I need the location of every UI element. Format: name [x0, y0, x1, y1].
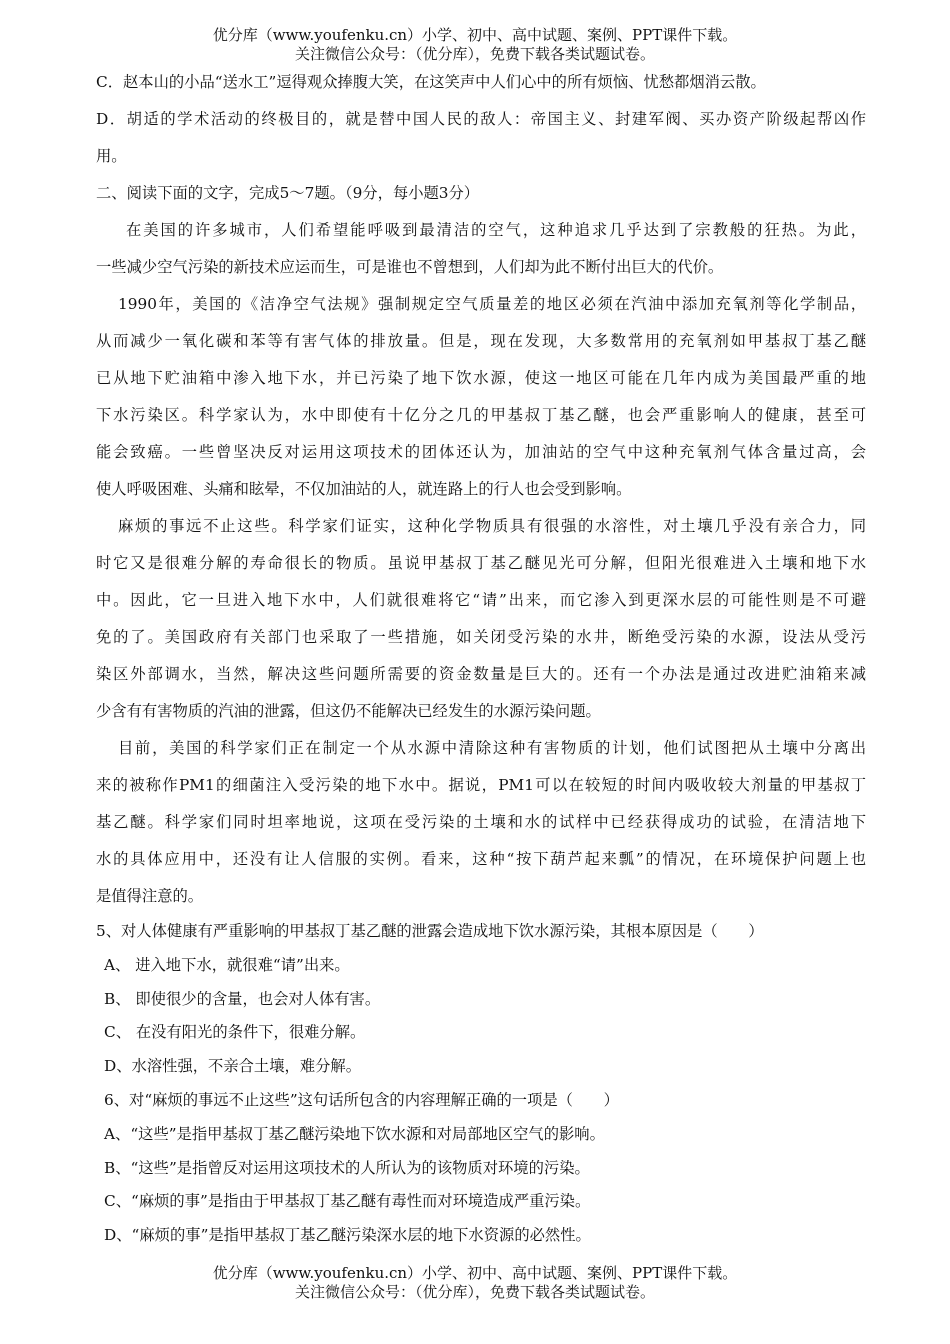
header-line-1: 优分库（www.youfenku.cn）小学、初中、高中试题、案例、PPT课件下载。 [212, 26, 738, 44]
passage-paragraph-1 [96, 212, 866, 286]
passage-line: 来的被称作PM1的细菌注入受污染的地下水中。据说，PM1可以在较短的时间内吸收较大剂量的甲基叔丁 [96, 776, 866, 794]
passage-line: 1990年，美国的《洁净空气法规》强制规定空气质量差的地区必须在汽油中添加充氧剂等化学制品， [118, 295, 866, 313]
question-6-option-b: B、“这些”是指曾反对运用这项技术的人所认为的该物质对环境的污染。 [104, 1158, 590, 1177]
passage-line: 染区外部调水，当然，解决这些问题所需要的资金数量是巨大的。还有一个办法是通过改进贮油箱来减 [96, 665, 866, 683]
passage-paragraph-4 [96, 730, 866, 915]
question-5-option-d: D、水溶性强，不亲合土壤，难分解。 [104, 1057, 362, 1076]
passage-line: 是值得注意的。 [96, 887, 204, 905]
question-5-option-a: A、 进入地下水，就很难“请”出来。 [104, 955, 350, 974]
passage-line: 使人呼吸困难、头痛和眩晕，不仅加油站的人，就连路上的行人也会受到影响。 [96, 480, 632, 498]
option-d-prev-line2: 用。 [96, 147, 127, 165]
passage-line: 麻烦的事远不止这些。科学家们证实，这种化学物质具有很强的水溶性，对土壤几乎没有亲合力，同 [118, 517, 866, 535]
passage-line: 一些减少空气污染的新技术应运而生，可是谁也不曾想到，人们却为此不断付出巨大的代价。 [96, 258, 724, 276]
document-body [96, 64, 866, 1253]
passage-line: 在美国的许多城市，人们希望能呼吸到最清洁的空气，这种追求几乎达到了宗教般的狂热。为此， [126, 221, 866, 239]
question-5-stem: 5、对人体健康有严重影响的甲基叔丁基乙醚的泄露会造成地下饮水源污染，其根本原因是（ ） [96, 922, 764, 940]
option-c-prev: C．赵本山的小品“送水工”逗得观众捧腹大笑，在这笑声中人们心中的所有烦恼、忧愁都烟消云散。 [96, 73, 766, 91]
passage-line: 时它又是很难分解的寿命很长的物质。虽说甲基叔丁基乙醚见光可分解，但阳光很难进入土壤和地下水 [96, 554, 866, 572]
question-5 [96, 915, 866, 1084]
question-6 [96, 1084, 866, 1253]
passage-line: 从而减少一氧化碳和苯等有害气体的排放量。但是，现在发现，大多数常用的充氧剂如甲基叔丁基乙醚 [96, 332, 866, 350]
passage-line: 目前，美国的科学家们正在制定一个从水源中清除这种有害物质的计划，他们试图把从土壤中分离出 [118, 739, 866, 757]
question-6-stem: 6、对“麻烦的事远不止这些”这句话所包含的内容理解正确的一项是（ ） [104, 1090, 619, 1109]
page-header [0, 26, 950, 64]
passage-line: 下水污染区。科学家认为，水中即使有十亿分之几的甲基叔丁基乙醚，也会严重影响人的健康，甚至可 [96, 406, 866, 424]
page-footer [0, 1264, 950, 1302]
passage-line: 水的具体应用中，还没有让人信服的实例。看来，这种“按下葫芦起来瓢”的情况，在环境保护问题上也 [96, 850, 866, 868]
passage-line: 少含有有害物质的汽油的泄露，但这仍不能解决已经发生的水源污染问题。 [96, 702, 601, 720]
header-line-2: 关注微信公众号：（优分库），免费下载各类试题试卷。 [294, 45, 655, 63]
question-5-option-b: B、 即使很少的含量，也会对人体有害。 [104, 989, 381, 1008]
passage-line: 能会致癌。一些曾坚决反对运用这项技术的团体还认为，加油站的空气中这种充氧剂气体含量过高，会 [96, 443, 866, 461]
question-6-option-d: D、“麻烦的事”是指甲基叔丁基乙醚污染深水层的地下水资源的必然性。 [104, 1226, 591, 1245]
option-d-prev-line1: D．胡适的学术活动的终极目的，就是替中国人民的敌人：帝国主义、封建军阀、买办资产阶级起帮凶作 [96, 110, 866, 128]
footer-line-1: 优分库（www.youfenku.cn）小学、初中、高中试题、案例、PPT课件下载。 [212, 1264, 738, 1282]
question-6-option-c: C、“麻烦的事”是指由于甲基叔丁基乙醚有毒性而对环境造成严重污染。 [104, 1192, 591, 1211]
passage-line: 已从地下贮油箱中渗入地下水，并已污染了地下饮水源，使这一地区可能在几年内成为美国最严重的地 [96, 369, 866, 387]
passage-paragraph-2 [96, 286, 866, 508]
passage-line: 中。因此，它一旦进入地下水中，人们就很难将它“请”出来，而它渗入到更深水层的可能性则是不可避 [96, 591, 866, 609]
passage-paragraph-3 [96, 508, 866, 730]
passage-line: 免的了。美国政府有关部门也采取了一些措施，如关闭受污染的水井，断绝受污染的水源，设法从受污 [96, 628, 866, 646]
footer-line-2: 关注微信公众号：（优分库），免费下载各类试题试卷。 [294, 1283, 655, 1301]
question-5-option-c: C、 在没有阳光的条件下，很难分解。 [104, 1023, 366, 1042]
section-title: 二、阅读下面的文字，完成5～7题。（9分，每小题3分） [96, 184, 480, 202]
question-6-option-a: A、“这些”是指甲基叔丁基乙醚污染地下饮水源和对局部地区空气的影响。 [104, 1124, 605, 1143]
passage-line: 基乙醚。科学家们同时坦率地说，这项在受污染的土壤和水的试样中已经获得成功的试验，在清洁地下 [96, 813, 866, 831]
